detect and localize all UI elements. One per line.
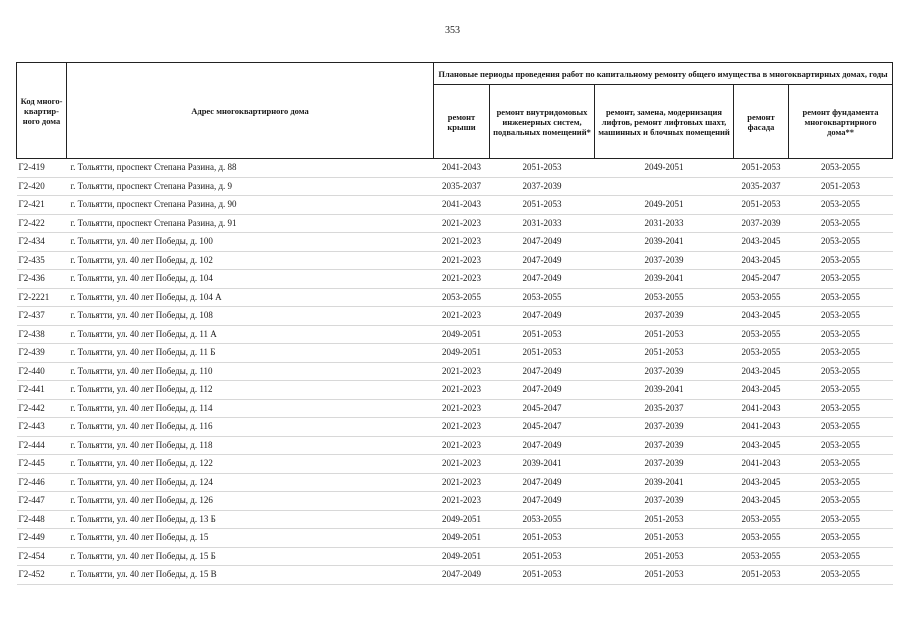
cell-elevators: 2031-2033 xyxy=(595,214,734,233)
cell-code: Г2-444 xyxy=(17,436,67,455)
cell-facade: 2043-2045 xyxy=(734,362,789,381)
cell-foundation: 2053-2055 xyxy=(789,381,893,400)
cell-foundation: 2053-2055 xyxy=(789,307,893,326)
table-body xyxy=(17,159,893,585)
cell-facade: 2043-2045 xyxy=(734,233,789,252)
cell-elevators: 2051-2053 xyxy=(595,325,734,344)
cell-engineering: 2051-2053 xyxy=(490,529,595,548)
cell-foundation: 2051-2053 xyxy=(789,177,893,196)
cell-address: г. Тольятти, ул. 40 лет Победы, д. 118 xyxy=(67,436,434,455)
cell-foundation: 2053-2055 xyxy=(789,270,893,289)
cell-roof: 2049-2051 xyxy=(434,344,490,363)
table-row xyxy=(17,288,893,307)
table-row xyxy=(17,196,893,215)
cell-address: г. Тольятти, ул. 40 лет Победы, д. 114 xyxy=(67,399,434,418)
table-row xyxy=(17,177,893,196)
cell-facade: 2053-2055 xyxy=(734,288,789,307)
cell-foundation: 2053-2055 xyxy=(789,455,893,474)
cell-code: Г2-419 xyxy=(17,159,67,178)
cell-foundation: 2053-2055 xyxy=(789,214,893,233)
cell-elevators: 2051-2053 xyxy=(595,547,734,566)
table-row xyxy=(17,159,893,178)
table-row xyxy=(17,418,893,437)
cell-facade: 2053-2055 xyxy=(734,510,789,529)
cell-elevators: 2039-2041 xyxy=(595,233,734,252)
cell-roof: 2021-2023 xyxy=(434,362,490,381)
cell-address: г. Тольятти, ул. 40 лет Победы, д. 112 xyxy=(67,381,434,400)
cell-engineering: 2039-2041 xyxy=(490,455,595,474)
cell-code: Г2-447 xyxy=(17,492,67,511)
cell-facade: 2043-2045 xyxy=(734,381,789,400)
cell-address: г. Тольятти, ул. 40 лет Победы, д. 11 А xyxy=(67,325,434,344)
cell-elevators: 2053-2055 xyxy=(595,288,734,307)
cell-engineering: 2047-2049 xyxy=(490,492,595,511)
header-roof: ремонт крыши xyxy=(434,85,490,159)
cell-foundation: 2053-2055 xyxy=(789,399,893,418)
cell-address: г. Тольятти, проспект Степана Разина, д. 91 xyxy=(67,214,434,233)
cell-engineering: 2051-2053 xyxy=(490,159,595,178)
cell-elevators xyxy=(595,177,734,196)
cell-roof: 2021-2023 xyxy=(434,307,490,326)
cell-foundation: 2053-2055 xyxy=(789,492,893,511)
cell-foundation: 2053-2055 xyxy=(789,547,893,566)
table-row xyxy=(17,473,893,492)
cell-code: Г2-445 xyxy=(17,455,67,474)
cell-address: г. Тольятти, ул. 40 лет Победы, д. 116 xyxy=(67,418,434,437)
cell-facade: 2051-2053 xyxy=(734,159,789,178)
cell-engineering: 2051-2053 xyxy=(490,196,595,215)
cell-code: Г2-435 xyxy=(17,251,67,270)
cell-engineering: 2047-2049 xyxy=(490,251,595,270)
cell-code: Г2-454 xyxy=(17,547,67,566)
cell-address: г. Тольятти, ул. 40 лет Победы, д. 104 xyxy=(67,270,434,289)
cell-elevators: 2037-2039 xyxy=(595,418,734,437)
capital-repair-table xyxy=(16,62,893,585)
cell-engineering: 2047-2049 xyxy=(490,307,595,326)
cell-roof: 2049-2051 xyxy=(434,529,490,548)
cell-code: Г2-438 xyxy=(17,325,67,344)
table-row xyxy=(17,325,893,344)
table-row xyxy=(17,566,893,585)
cell-roof: 2021-2023 xyxy=(434,418,490,437)
table-row xyxy=(17,436,893,455)
header-facade: ремонт фасада xyxy=(734,85,789,159)
cell-foundation: 2053-2055 xyxy=(789,288,893,307)
table-row xyxy=(17,233,893,252)
cell-address: г. Тольятти, ул. 40 лет Победы, д. 13 Б xyxy=(67,510,434,529)
cell-facade: 2053-2055 xyxy=(734,529,789,548)
cell-roof: 2047-2049 xyxy=(434,566,490,585)
cell-code: Г2-436 xyxy=(17,270,67,289)
cell-facade: 2051-2053 xyxy=(734,196,789,215)
header-engineering: ремонт внутридомовых инженерных систем, подвальных помещений* xyxy=(490,85,595,159)
cell-facade: 2053-2055 xyxy=(734,547,789,566)
cell-facade: 2045-2047 xyxy=(734,270,789,289)
cell-facade: 2037-2039 xyxy=(734,214,789,233)
cell-elevators: 2037-2039 xyxy=(595,492,734,511)
cell-facade: 2041-2043 xyxy=(734,418,789,437)
cell-roof: 2049-2051 xyxy=(434,547,490,566)
cell-code: Г2-439 xyxy=(17,344,67,363)
cell-code: Г2-452 xyxy=(17,566,67,585)
header-code: Код много-квартир-ного дома xyxy=(17,63,67,159)
cell-engineering: 2031-2033 xyxy=(490,214,595,233)
cell-foundation: 2053-2055 xyxy=(789,362,893,381)
cell-address: г. Тольятти, ул. 40 лет Победы, д. 11 Б xyxy=(67,344,434,363)
cell-roof: 2053-2055 xyxy=(434,288,490,307)
cell-address: г. Тольятти, ул. 40 лет Победы, д. 15 xyxy=(67,529,434,548)
table-row xyxy=(17,529,893,548)
cell-roof: 2049-2051 xyxy=(434,510,490,529)
cell-engineering: 2051-2053 xyxy=(490,547,595,566)
header-address: Адрес многоквартирного дома xyxy=(67,63,434,159)
cell-address: г. Тольятти, ул. 40 лет Победы, д. 15 В xyxy=(67,566,434,585)
cell-engineering: 2047-2049 xyxy=(490,362,595,381)
cell-address: г. Тольятти, ул. 40 лет Победы, д. 124 xyxy=(67,473,434,492)
cell-facade: 2035-2037 xyxy=(734,177,789,196)
cell-facade: 2043-2045 xyxy=(734,307,789,326)
cell-address: г. Тольятти, ул. 40 лет Победы, д. 104 А xyxy=(67,288,434,307)
cell-facade: 2053-2055 xyxy=(734,344,789,363)
cell-foundation: 2053-2055 xyxy=(789,566,893,585)
cell-elevators: 2039-2041 xyxy=(595,270,734,289)
cell-roof: 2041-2043 xyxy=(434,196,490,215)
cell-roof: 2021-2023 xyxy=(434,214,490,233)
cell-engineering: 2047-2049 xyxy=(490,233,595,252)
table-row xyxy=(17,547,893,566)
cell-foundation: 2053-2055 xyxy=(789,510,893,529)
cell-elevators: 2037-2039 xyxy=(595,251,734,270)
cell-roof: 2021-2023 xyxy=(434,436,490,455)
cell-address: г. Тольятти, проспект Степана Разина, д. 88 xyxy=(67,159,434,178)
cell-code: Г2-420 xyxy=(17,177,67,196)
cell-foundation: 2053-2055 xyxy=(789,325,893,344)
page-number: 353 xyxy=(445,25,460,36)
cell-code: Г2-434 xyxy=(17,233,67,252)
cell-code: Г2-446 xyxy=(17,473,67,492)
cell-foundation: 2053-2055 xyxy=(789,233,893,252)
cell-elevators: 2051-2053 xyxy=(595,529,734,548)
header-periods-group: Плановые периоды проведения работ по капитальному ремонту общего имущества в многоквартирных домах, годы xyxy=(434,63,893,85)
cell-address: г. Тольятти, ул. 40 лет Победы, д. 102 xyxy=(67,251,434,270)
cell-engineering: 2037-2039 xyxy=(490,177,595,196)
cell-roof: 2021-2023 xyxy=(434,399,490,418)
cell-address: г. Тольятти, проспект Степана Разина, д. 9 xyxy=(67,177,434,196)
cell-foundation: 2053-2055 xyxy=(789,418,893,437)
cell-engineering: 2045-2047 xyxy=(490,418,595,437)
table-row xyxy=(17,381,893,400)
cell-code: Г2-440 xyxy=(17,362,67,381)
cell-foundation: 2053-2055 xyxy=(789,529,893,548)
table-row xyxy=(17,399,893,418)
cell-facade: 2043-2045 xyxy=(734,251,789,270)
cell-engineering: 2053-2055 xyxy=(490,288,595,307)
cell-engineering: 2047-2049 xyxy=(490,270,595,289)
cell-facade: 2041-2043 xyxy=(734,399,789,418)
cell-roof: 2021-2023 xyxy=(434,233,490,252)
cell-code: Г2-448 xyxy=(17,510,67,529)
cell-foundation: 2053-2055 xyxy=(789,159,893,178)
cell-foundation: 2053-2055 xyxy=(789,196,893,215)
cell-address: г. Тольятти, ул. 40 лет Победы, д. 126 xyxy=(67,492,434,511)
cell-elevators: 2051-2053 xyxy=(595,566,734,585)
cell-facade: 2043-2045 xyxy=(734,492,789,511)
cell-code: Г2-2221 xyxy=(17,288,67,307)
cell-elevators: 2037-2039 xyxy=(595,307,734,326)
cell-elevators: 2039-2041 xyxy=(595,473,734,492)
cell-roof: 2021-2023 xyxy=(434,473,490,492)
table-row xyxy=(17,362,893,381)
cell-foundation: 2053-2055 xyxy=(789,436,893,455)
cell-engineering: 2047-2049 xyxy=(490,473,595,492)
cell-address: г. Тольятти, ул. 40 лет Победы, д. 15 Б xyxy=(67,547,434,566)
cell-facade: 2053-2055 xyxy=(734,325,789,344)
table-row xyxy=(17,510,893,529)
cell-roof: 2049-2051 xyxy=(434,325,490,344)
cell-elevators: 2049-2051 xyxy=(595,159,734,178)
cell-address: г. Тольятти, ул. 40 лет Победы, д. 108 xyxy=(67,307,434,326)
cell-elevators: 2049-2051 xyxy=(595,196,734,215)
cell-foundation: 2053-2055 xyxy=(789,251,893,270)
cell-code: Г2-421 xyxy=(17,196,67,215)
cell-address: г. Тольятти, ул. 40 лет Победы, д. 100 xyxy=(67,233,434,252)
cell-code: Г2-441 xyxy=(17,381,67,400)
cell-engineering: 2045-2047 xyxy=(490,399,595,418)
cell-engineering: 2051-2053 xyxy=(490,325,595,344)
cell-roof: 2035-2037 xyxy=(434,177,490,196)
table-row xyxy=(17,307,893,326)
cell-code: Г2-422 xyxy=(17,214,67,233)
table-row xyxy=(17,214,893,233)
cell-code: Г2-443 xyxy=(17,418,67,437)
cell-foundation: 2053-2055 xyxy=(789,344,893,363)
cell-elevators: 2051-2053 xyxy=(595,344,734,363)
table-row xyxy=(17,270,893,289)
cell-roof: 2021-2023 xyxy=(434,455,490,474)
cell-facade: 2051-2053 xyxy=(734,566,789,585)
table-row xyxy=(17,251,893,270)
cell-elevators: 2051-2053 xyxy=(595,510,734,529)
cell-engineering: 2051-2053 xyxy=(490,566,595,585)
cell-elevators: 2037-2039 xyxy=(595,362,734,381)
cell-elevators: 2035-2037 xyxy=(595,399,734,418)
cell-roof: 2041-2043 xyxy=(434,159,490,178)
cell-code: Г2-437 xyxy=(17,307,67,326)
cell-engineering: 2053-2055 xyxy=(490,510,595,529)
header-foundation: ремонт фундамента многоквартирного дома** xyxy=(789,85,893,159)
cell-roof: 2021-2023 xyxy=(434,270,490,289)
cell-facade: 2043-2045 xyxy=(734,436,789,455)
cell-code: Г2-449 xyxy=(17,529,67,548)
table-row xyxy=(17,492,893,511)
cell-engineering: 2047-2049 xyxy=(490,381,595,400)
cell-roof: 2021-2023 xyxy=(434,492,490,511)
cell-roof: 2021-2023 xyxy=(434,381,490,400)
cell-engineering: 2047-2049 xyxy=(490,436,595,455)
cell-facade: 2043-2045 xyxy=(734,473,789,492)
table-row xyxy=(17,344,893,363)
cell-elevators: 2039-2041 xyxy=(595,381,734,400)
cell-engineering: 2051-2053 xyxy=(490,344,595,363)
cell-address: г. Тольятти, ул. 40 лет Победы, д. 110 xyxy=(67,362,434,381)
cell-address: г. Тольятти, ул. 40 лет Победы, д. 122 xyxy=(67,455,434,474)
cell-roof: 2021-2023 xyxy=(434,251,490,270)
cell-code: Г2-442 xyxy=(17,399,67,418)
cell-facade: 2041-2043 xyxy=(734,455,789,474)
cell-address: г. Тольятти, проспект Степана Разина, д. 90 xyxy=(67,196,434,215)
header-elevators: ремонт, замена, модернизация лифтов, ремонт лифтовых шахт, машинных и блочных помещений xyxy=(595,85,734,159)
cell-elevators: 2037-2039 xyxy=(595,455,734,474)
cell-elevators: 2037-2039 xyxy=(595,436,734,455)
table-row xyxy=(17,455,893,474)
cell-foundation: 2053-2055 xyxy=(789,473,893,492)
